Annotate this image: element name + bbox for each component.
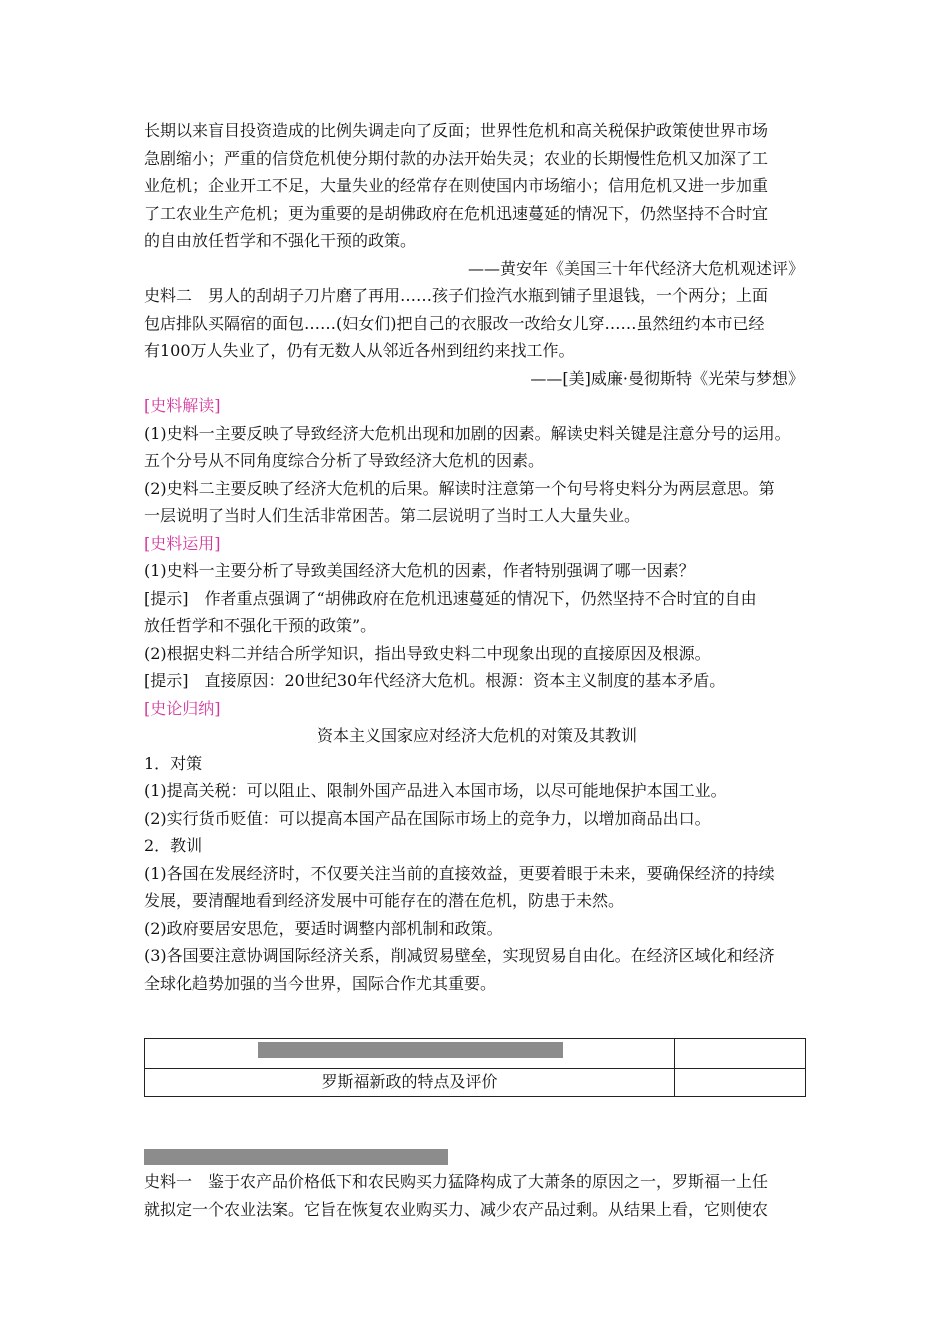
text-line: (1)各国在发展经济时，不仅要关注当前的直接效益，更要着眼于未来，要确保经济的持续 bbox=[144, 863, 775, 883]
section-title: 资本主义国家应对经济大危机的对策及其教训 bbox=[316, 726, 637, 745]
text-line: 2．教训 bbox=[144, 836, 203, 855]
section-tag-interpret: [史料解读] bbox=[144, 396, 221, 415]
source-citation: ——[美]威廉·曼彻斯特《光荣与梦想》 bbox=[530, 368, 804, 388]
text-line: 长期以来盲目投资造成的比例失调走向了反面；世界性危机和高关税保护政策使世界市场 bbox=[144, 121, 769, 140]
text-line: (1)提高关税：可以阻止、限制外国产品进入本国市场，以尽可能地保护本国工业。 bbox=[144, 781, 727, 800]
topic-table bbox=[144, 1038, 806, 1097]
text-line: (3)各国要注意协调国际经济关系，削减贸易壁垒，实现贸易自由化。在经济区域化和经济 bbox=[144, 946, 775, 965]
text-line: 就拟定一个农业法案。它旨在恢复农业购买力、减少农产品过剩。从结果上看，它则使农 bbox=[144, 1199, 769, 1219]
text-line: (1)史料一主要分析了导致美国经济大危机的因素，作者特别强调了哪一因素？ bbox=[144, 561, 695, 580]
text-line: (2)政府要居安思危，要适时调整内部机制和政策。 bbox=[144, 918, 503, 938]
text-line: 一层说明了当时人们生活非常困苦。第二层说明了当时工人大量失业。 bbox=[144, 506, 641, 525]
section-tag-apply: [史料运用] bbox=[144, 533, 221, 553]
text-line: [提示] 作者重点强调了“胡佛政府在危机迅速蔓延的情况下，仍然坚持不合时宜的自由 bbox=[144, 588, 757, 608]
source-citation: ——黄安年《美国三十年代经济大危机观述评》 bbox=[467, 258, 804, 278]
text-line: 了工农业生产危机；更为重要的是胡佛政府在危机迅速蔓延的情况下，仍然坚持不合时宜 bbox=[144, 203, 769, 223]
document-body bbox=[144, 117, 810, 997]
redaction-bar bbox=[144, 1149, 448, 1165]
text-line: 全球化趋势加强的当今世界，国际合作尤其重要。 bbox=[144, 973, 497, 993]
text-line: 1．对策 bbox=[144, 753, 203, 773]
text-line: 五个分号从不同角度综合分析了导致经济大危机的因素。 bbox=[144, 451, 545, 470]
text-line: 的自由放任哲学和不强化干预的政策。 bbox=[144, 231, 417, 250]
text-line: 史料一 鉴于农产品价格低下和农民购买力猛降构成了大萧条的原因之一，罗斯福一上任 bbox=[144, 1172, 769, 1191]
text-line: (2)根据史料二并结合所学知识，指出导致史料二中现象出现的直接原因及根源。 bbox=[144, 643, 711, 663]
text-line: 发展，要清醒地看到经济发展中可能存在的潜在危机，防患于未然。 bbox=[144, 891, 625, 910]
text-line: 有100万人失业了，仍有无数人从邻近各州到纽约来找工作。 bbox=[144, 341, 575, 360]
text-line: (2)实行货币贬值：可以提高本国产品在国际市场上的竞争力，以增加商品出口。 bbox=[144, 808, 711, 828]
text-line: [提示] 直接原因：20世纪30年代经济大危机。根源：资本主义制度的基本矛盾。 bbox=[144, 671, 726, 690]
text-line: 放任哲学和不强化干预的政策”。 bbox=[144, 616, 377, 635]
redaction-bar bbox=[258, 1042, 563, 1058]
text-line: 业危机；企业开工不足，大量失业的经常存在则使国内市场缩小；信用危机又进一步加重 bbox=[144, 176, 769, 195]
text-line: (2)史料二主要反映了经济大危机的后果。解读时注意第一个句号将史料分为两层意思。第 bbox=[144, 478, 775, 498]
text-line: 史料二 男人的刮胡子刀片磨了再用……孩子们捡汽水瓶到铺子里退钱，一个两分；上面 bbox=[144, 286, 769, 305]
table-divider bbox=[145, 1068, 805, 1069]
text-line: (1)史料一主要反映了导致经济大危机出现和加剧的因素。解读史料关键是注意分号的运用。 bbox=[144, 423, 791, 443]
table-cell: 罗斯福新政的特点及评价 bbox=[321, 1072, 498, 1091]
text-line: 包店排队买隔宿的面包……(妇女们)把自己的衣服改一改给女儿穿……虽然纽约本市已经 bbox=[144, 313, 765, 333]
section-tag-conclude: [史论归纳] bbox=[144, 698, 221, 718]
document-body-continued bbox=[144, 1168, 810, 1223]
text-line: 急剧缩小；严重的信贷危机使分期付款的办法开始失灵；农业的长期慢性危机又加深了工 bbox=[144, 148, 769, 168]
